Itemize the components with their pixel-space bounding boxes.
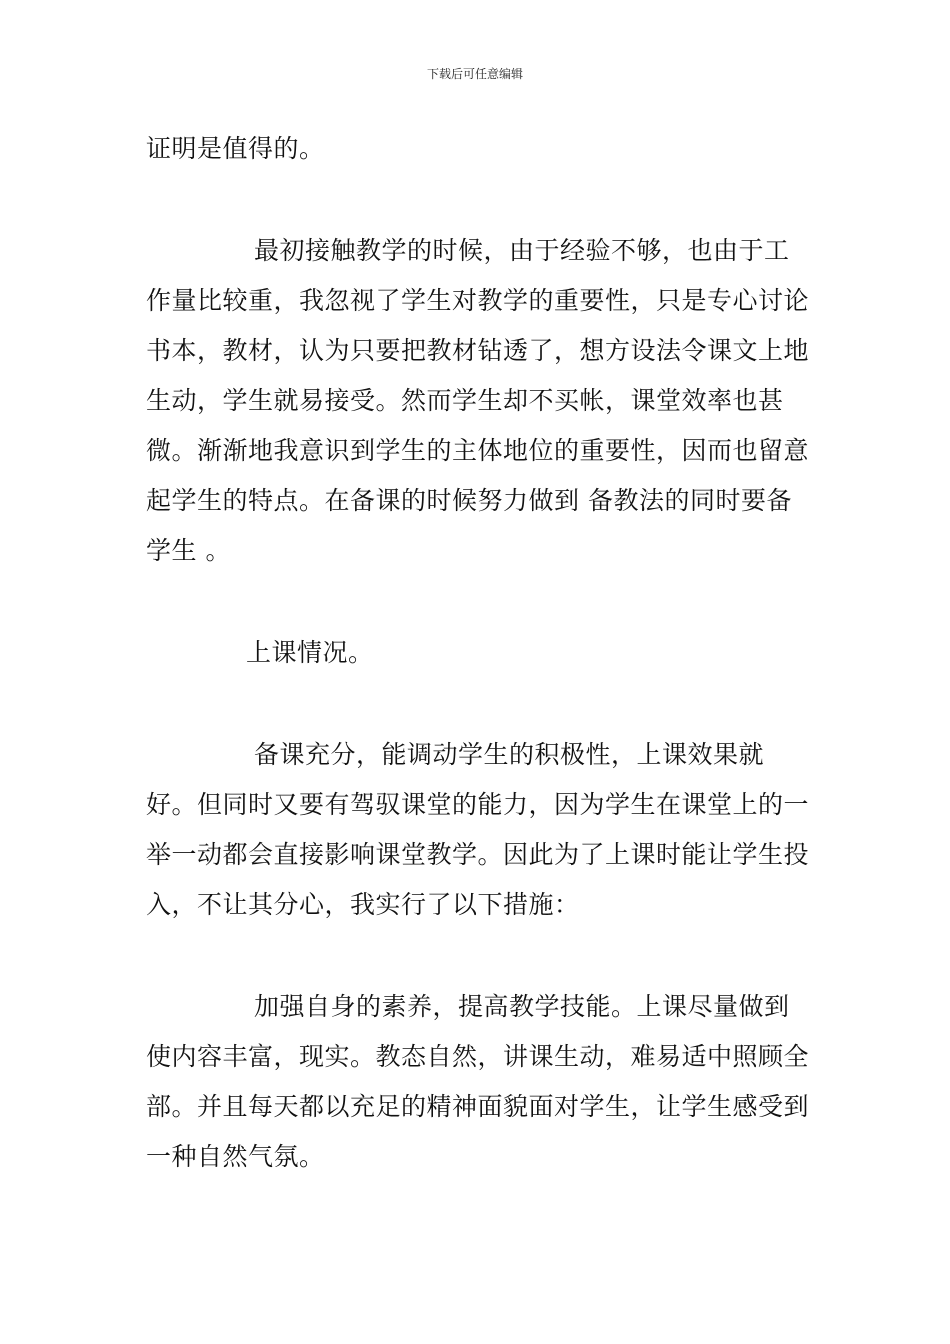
paragraph-4: 加强自身的素养，提高教学技能。上课尽量做到使内容丰富，现实。教态自然，讲课生动，难易适中照顾全部。并且每天都以充足的精神面貌面对学生，让学生感受到一种自然气氛。 xyxy=(146,992,810,1171)
paragraph-3: 备课充分，能调动学生的积极性，上课效果就好。但同时又要有驾驭课堂的能力，因为学生在课堂上的一举一动都会直接影响课堂教学。因此为了上课时能让学生投入，不让其分心，我实行了以下措施： xyxy=(146,740,810,919)
paragraph-1: 证明是值得的。 xyxy=(146,134,325,163)
document-body xyxy=(146,124,814,1182)
section-heading: 上课情况。 xyxy=(246,638,374,667)
page-header: 下载后可任意编辑 xyxy=(426,67,523,81)
paragraph-2: 最初接触教学的时候，由于经验不够，也由于工作量比较重，我忽视了学生对教学的重要性，只是专心讨论书本，教材，认为只要把教材钻透了，想方设法令课文上地生动，学生就易接受。然而学生却不买帐，课堂效率也甚微。渐渐地我意识到学生的主体地位的重要性，因而也留意起学生的特点。在备课的时候努力做到 备教法的同时要备学生 。 xyxy=(146,236,810,565)
